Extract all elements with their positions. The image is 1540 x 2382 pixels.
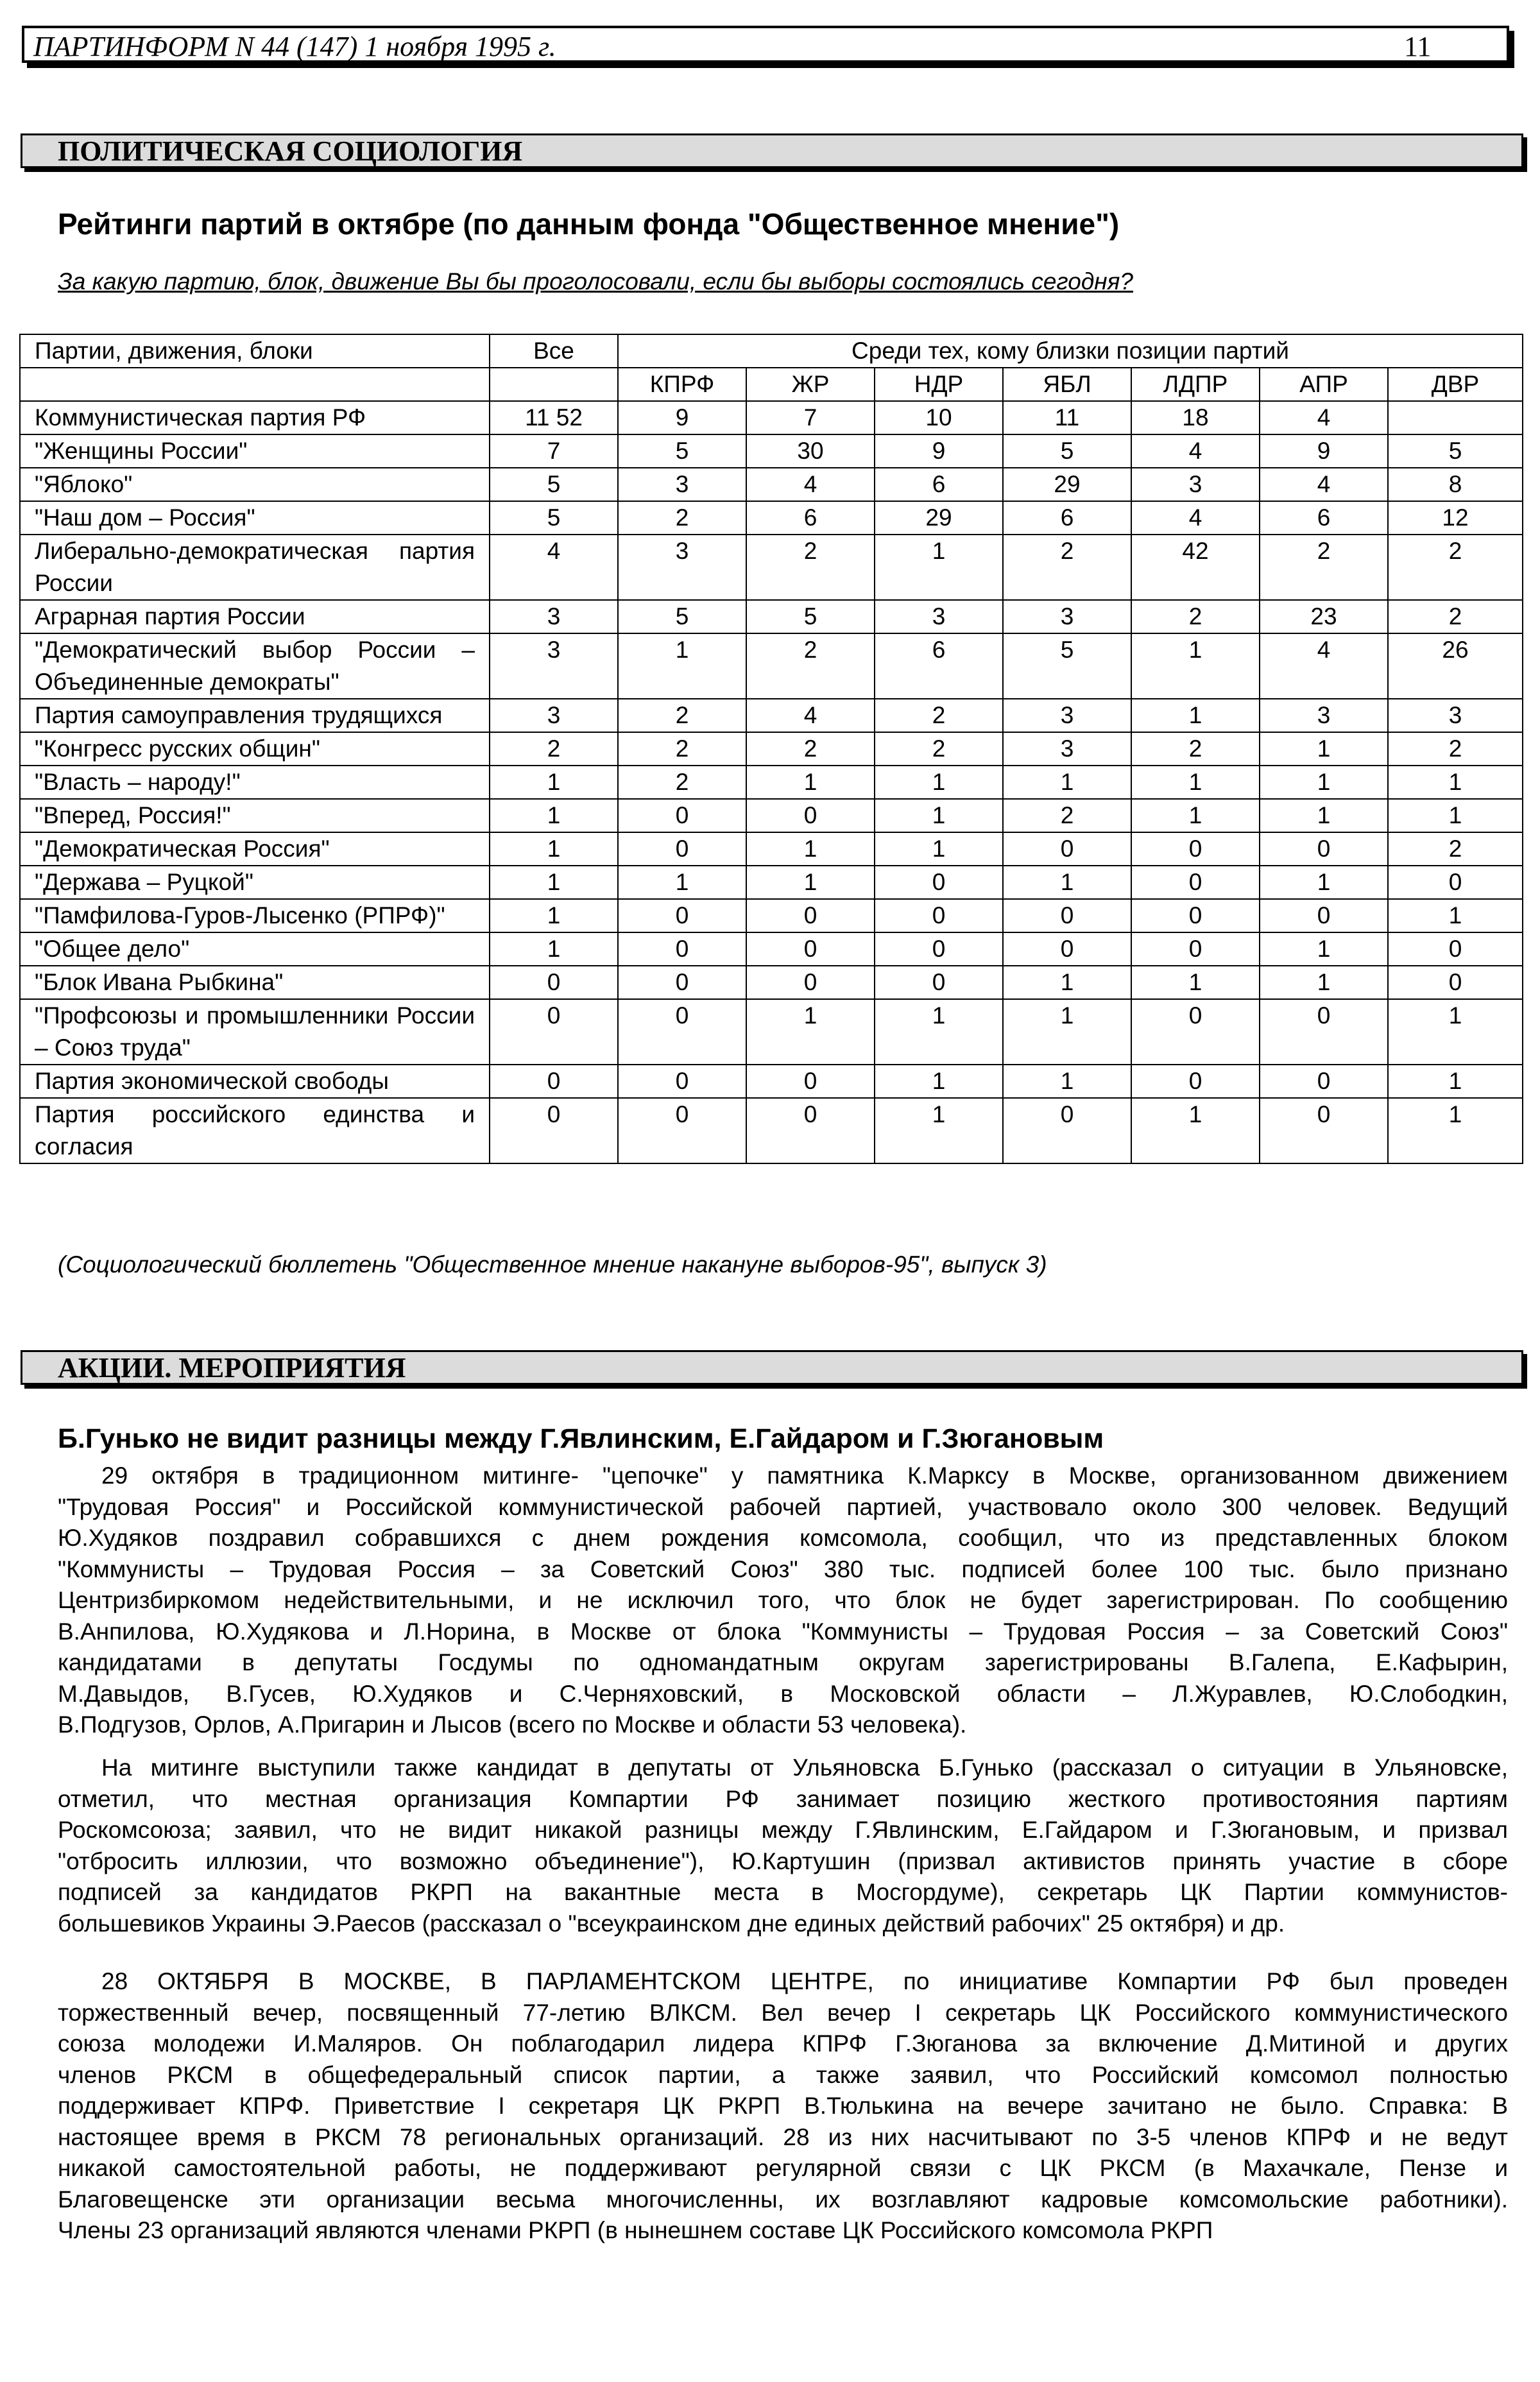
value-cell: 5: [1003, 633, 1131, 699]
value-cell: 0: [746, 932, 875, 966]
value-cell: 0: [1131, 932, 1260, 966]
value-all: 0: [490, 999, 618, 1065]
value-cell: 3: [618, 468, 746, 501]
party-name: [20, 866, 490, 899]
value-cell: 1: [746, 866, 875, 899]
value-cell: 5: [618, 600, 746, 633]
article-line: никакой самостоятельной работы, не поддерживают регулярной связи с ЦК РКСМ (в Махачкале, Пензе и: [58, 2155, 1508, 2181]
value-all: 1: [490, 932, 618, 966]
value-cell: 2: [1131, 600, 1260, 633]
value-cell: 0: [746, 899, 875, 932]
value-cell: 2: [1388, 600, 1523, 633]
value-all: 5: [490, 468, 618, 501]
article-line: 29 октября в традиционном митинге- "цепочке" у памятника К.Марксу в Москве, организованном движением: [101, 1462, 1508, 1489]
table-row: [20, 899, 1523, 932]
value-all: 5: [490, 501, 618, 535]
party-name-line: – Объединенные демократы": [35, 637, 475, 695]
value-cell: 2: [1388, 832, 1523, 866]
party-name: [20, 434, 490, 468]
value-all: 1: [490, 799, 618, 832]
article-line: настоящее время в РКСМ 78 региональных организаций. 28 из них насчитывают по 3-5 членов КПРФ и не ведут: [58, 2123, 1508, 2150]
value-cell: 9: [875, 434, 1003, 468]
party-name-line: "Наш дом – Россия": [35, 504, 255, 531]
value-cell: 8: [1388, 468, 1523, 501]
value-cell: 0: [618, 999, 746, 1065]
article-line: подписей за кандидатов РКРП на вакантные места в Мосгордуме), секретарь ЦК Партии коммунистов-: [58, 1879, 1508, 1905]
col-header-party-code: ЖР: [746, 368, 875, 401]
party-name-line: России – Союз труда": [35, 1002, 475, 1061]
col-header-party-code: ДВР: [1388, 368, 1523, 401]
article-line: "Трудовая Россия" и Российской коммунистической рабочей партией, участвовало около 300 человек. Ведущий: [58, 1493, 1508, 1520]
value-cell: 2: [1003, 535, 1131, 600]
value-cell: 4: [1260, 468, 1388, 501]
value-cell: 2: [746, 535, 875, 600]
article-line: В.Подгузов, Орлов, А.Пригарин и Лысов (всего по Москве и области 53 человека).: [58, 1711, 967, 1738]
table-row: [20, 999, 1523, 1065]
party-name: [20, 633, 490, 699]
value-cell: 0: [1131, 999, 1260, 1065]
value-cell: 6: [746, 501, 875, 535]
party-name-line: "Профсоюзы и промышленники: [35, 1002, 389, 1029]
value-cell: 1: [1003, 999, 1131, 1065]
party-name-line: "Яблоко": [35, 471, 133, 497]
article-line: кандидатами в депутаты Госдумы по одномандатным округам зарегистрированы В.Галепа, Е.Кафырин,: [58, 1649, 1508, 1675]
col-header-party: Партии, движения, блоки: [20, 334, 490, 368]
value-all: 11 52: [490, 401, 618, 434]
value-cell: 2: [875, 732, 1003, 766]
party-name-line: Партия экономической свободы: [35, 1068, 389, 1094]
article-line: членов РКСМ в общефедеральный список партии, а также заявил, что Российский комсомол полностью: [58, 2061, 1508, 2088]
value-cell: 1: [1131, 799, 1260, 832]
value-all: 4: [490, 535, 618, 600]
value-cell: 42: [1131, 535, 1260, 600]
value-cell: 1: [875, 535, 1003, 600]
value-cell: 0: [618, 1098, 746, 1163]
value-cell: 1: [1260, 866, 1388, 899]
value-cell: 0: [1003, 832, 1131, 866]
value-cell: 9: [1260, 434, 1388, 468]
value-cell: 2: [618, 766, 746, 799]
party-name: [20, 799, 490, 832]
table-row: [20, 401, 1523, 434]
article-headline: Б.Гунько не видит разницы между Г.Явлинским, Е.Гайдаром и Г.Зюгановым: [58, 1423, 1104, 1454]
col-header-all: Все: [490, 334, 618, 368]
value-cell: 5: [618, 434, 746, 468]
value-cell: 6: [875, 468, 1003, 501]
value-cell: 9: [618, 401, 746, 434]
table-row: [20, 866, 1523, 899]
table-row: [20, 766, 1523, 799]
value-cell: 0: [1260, 832, 1388, 866]
article-line: поддерживает КПРФ. Приветствие I секретаря ЦК РКРП В.Тюлькина на вечере зачитано не было. Справка: В: [58, 2093, 1508, 2119]
value-cell: 1: [1260, 799, 1388, 832]
value-all: 0: [490, 1065, 618, 1098]
value-cell: 2: [1388, 732, 1523, 766]
col-header-party-code: КПРФ: [618, 368, 746, 401]
value-cell: 0: [1003, 1098, 1131, 1163]
value-cell: 1: [1003, 966, 1131, 999]
table-row: [20, 1098, 1523, 1163]
section-heading-actions: АКЦИИ. МЕРОПРИЯТИЯ: [21, 1350, 1523, 1385]
value-cell: 1: [1003, 1065, 1131, 1098]
value-cell: 0: [1131, 899, 1260, 932]
party-name-line: "Памфилова-Гуров-Лысенко: [35, 902, 348, 929]
article-line: Благовещенске эти организации весьма многочисленны, их возглавляют кадровые комсомольские работники).: [58, 2186, 1508, 2213]
value-cell: 1: [746, 999, 875, 1065]
value-cell: 5: [1388, 434, 1523, 468]
value-cell: 1: [1131, 766, 1260, 799]
value-cell: 2: [746, 633, 875, 699]
col-header-party-code: АПР: [1260, 368, 1388, 401]
value-cell: 1: [1388, 799, 1523, 832]
value-cell: 0: [746, 1065, 875, 1098]
value-cell: 0: [618, 966, 746, 999]
article-line: торжественный вечер, посвященный 77-летию ВЛКСМ. Вел вечер I секретарь ЦК Российского коммунистического: [58, 1999, 1508, 2026]
value-cell: 0: [618, 932, 746, 966]
value-cell: 0: [1131, 866, 1260, 899]
value-cell: 1: [1260, 766, 1388, 799]
value-cell: 0: [1131, 832, 1260, 866]
party-name-line: "Конгресс русских общин": [35, 735, 320, 762]
table-row: [20, 501, 1523, 535]
value-all: 1: [490, 899, 618, 932]
value-cell: 29: [875, 501, 1003, 535]
article-line: "Коммунисты – Трудовая Россия – за Советский Союз" 380 тыс. подписей более 100 тыс. было признано: [58, 1555, 1508, 1582]
value-cell: 1: [875, 1065, 1003, 1098]
value-cell: 2: [1131, 732, 1260, 766]
value-all: 7: [490, 434, 618, 468]
value-cell: 30: [746, 434, 875, 468]
value-cell: 4: [1260, 401, 1388, 434]
party-name: [20, 1098, 490, 1163]
value-cell: 6: [1260, 501, 1388, 535]
col-header-group: Среди тех, кому близки позиции партий: [618, 334, 1523, 368]
value-cell: 1: [1260, 966, 1388, 999]
value-cell: 4: [1260, 633, 1388, 699]
value-cell: 2: [1003, 799, 1131, 832]
value-cell: 1: [875, 999, 1003, 1065]
value-cell: 0: [1003, 899, 1131, 932]
value-cell: 1: [618, 633, 746, 699]
value-cell: 1: [1388, 766, 1523, 799]
page-number: 11: [1404, 31, 1432, 62]
party-name: [20, 932, 490, 966]
value-cell: 0: [1388, 966, 1523, 999]
value-cell: 0: [1260, 999, 1388, 1065]
value-cell: 1: [875, 1098, 1003, 1163]
value-cell: 0: [875, 932, 1003, 966]
value-cell: 0: [1003, 932, 1131, 966]
value-cell: 6: [875, 633, 1003, 699]
party-name: [20, 468, 490, 501]
article-line: Роскомсоюза; заявил, что не видит никакой разницы между Г.Явлинским, Е.Гайдаром и Г.Зюгановым, и призвал: [58, 1817, 1508, 1843]
value-cell: 2: [875, 699, 1003, 732]
article-line: Центризбиркомом недействительными, и не исключил того, что блок не будет зарегистрирован. По сообщению: [58, 1587, 1508, 1613]
party-name-line: Партия самоуправления: [35, 702, 305, 728]
value-cell: 0: [1260, 1065, 1388, 1098]
article-line: На митинге выступили также кандидат в депутаты от Ульяновска Б.Гунько (рассказал о ситуации в Ульяновске,: [101, 1754, 1508, 1781]
table-row: [20, 699, 1523, 732]
value-cell: 2: [746, 732, 875, 766]
value-cell: 2: [618, 699, 746, 732]
ratings-table: [19, 334, 1523, 1164]
value-cell: 0: [618, 899, 746, 932]
value-cell: 4: [746, 699, 875, 732]
value-cell: 1: [1388, 999, 1523, 1065]
article-line: 28 ОКТЯБРЯ В МОСКВЕ, В ПАРЛАМЕНТСКОМ ЦЕНТРЕ, по инициативе Компартии РФ был проведен: [101, 1968, 1508, 1994]
party-name-line: (РПРФ)": [354, 902, 445, 929]
article-line: союза молодежи И.Маляров. Он поблагодарил лидера КПРФ Г.Зюганова за включение Д.Митиной и других: [58, 2030, 1508, 2057]
value-cell: 23: [1260, 600, 1388, 633]
article-paragraph-1: [58, 1461, 1508, 1741]
value-cell: [1388, 401, 1523, 434]
value-cell: 0: [875, 866, 1003, 899]
party-name-line: "Вперед, Россия!": [35, 802, 231, 828]
value-cell: 3: [1131, 468, 1260, 501]
col-header-empty: [20, 368, 490, 401]
value-cell: 3: [618, 535, 746, 600]
article-line: Члены 23 организаций являются членами РКРП (в нынешнем составе ЦК Российского комсомола РКРП: [58, 2217, 1213, 2243]
article-line: В.Анпилова, Ю.Худякова и Л.Норина, в Москве от блока "Коммунисты – Трудовая Россия – за Советский Союз": [58, 1618, 1508, 1645]
value-cell: 4: [1131, 434, 1260, 468]
value-cell: 0: [618, 799, 746, 832]
party-name-line: "Женщины России": [35, 438, 248, 464]
value-cell: 2: [618, 732, 746, 766]
value-cell: 11: [1003, 401, 1131, 434]
party-name: [20, 600, 490, 633]
value-cell: 0: [618, 1065, 746, 1098]
value-cell: 0: [746, 966, 875, 999]
value-cell: 6: [1003, 501, 1131, 535]
article-line: отметил, что местная организация Компартии РФ занимает позицию жесткого противостояния партиям: [58, 1785, 1508, 1812]
table-source-note: (Социологический бюллетень "Общественное мнение накануне выборов-95", выпуск 3): [58, 1251, 1047, 1278]
table-row: [20, 966, 1523, 999]
party-name: [20, 1065, 490, 1098]
value-cell: 7: [746, 401, 875, 434]
party-name-line: "Власть – народу!": [35, 769, 241, 795]
value-all: 1: [490, 832, 618, 866]
party-name-line: трудящихся: [311, 702, 443, 728]
value-cell: 1: [746, 832, 875, 866]
table-subheader-row: [20, 368, 1523, 401]
party-name: [20, 899, 490, 932]
table-row: [20, 633, 1523, 699]
table-row: [20, 468, 1523, 501]
article-paragraph-2: [58, 1752, 1508, 1939]
value-cell: 0: [1131, 1065, 1260, 1098]
party-name-line: Партия российского единства и: [35, 1101, 475, 1127]
party-name-line: "Держава – Руцкой": [35, 869, 253, 895]
value-cell: 0: [1388, 866, 1523, 899]
value-all: 3: [490, 600, 618, 633]
page-header: [22, 26, 1509, 63]
value-cell: 3: [1260, 699, 1388, 732]
value-cell: 2: [1388, 535, 1523, 600]
party-name: [20, 501, 490, 535]
section-heading-sociology: ПОЛИТИЧЕСКАЯ СОЦИОЛОГИЯ: [21, 133, 1523, 168]
party-name: [20, 766, 490, 799]
value-cell: 0: [1260, 1098, 1388, 1163]
table-row: [20, 932, 1523, 966]
col-header-party-code: НДР: [875, 368, 1003, 401]
party-name: [20, 999, 490, 1065]
value-cell: 1: [1260, 932, 1388, 966]
value-cell: 0: [746, 799, 875, 832]
value-cell: 1: [1388, 1065, 1523, 1098]
value-cell: 2: [1260, 535, 1388, 600]
value-cell: 1: [746, 766, 875, 799]
table-row: [20, 434, 1523, 468]
value-cell: 1: [1003, 866, 1131, 899]
value-cell: 18: [1131, 401, 1260, 434]
table-header-row: [20, 334, 1523, 368]
value-cell: 0: [875, 966, 1003, 999]
value-cell: 0: [618, 832, 746, 866]
value-cell: 3: [1003, 732, 1131, 766]
value-cell: 3: [1003, 600, 1131, 633]
party-name: [20, 832, 490, 866]
article-paragraph-3: [58, 1966, 1508, 2247]
value-cell: 5: [1003, 434, 1131, 468]
table-row: [20, 600, 1523, 633]
party-name-line: "Демократическая Россия": [35, 835, 330, 862]
article-line: М.Давыдов, В.Гусев, Ю.Худяков и С.Черняховский, в Московской области – Л.Журавлев, Ю.Слободкин,: [58, 1680, 1508, 1707]
value-cell: 1: [1260, 732, 1388, 766]
header-issue: ПАРТИНФОРМ N 44 (147) 1 ноября 1995 г.: [33, 31, 556, 62]
party-name-line: согласия: [35, 1133, 133, 1160]
table-row: [20, 535, 1523, 600]
party-name: [20, 699, 490, 732]
value-all: 1: [490, 866, 618, 899]
value-cell: 1: [875, 766, 1003, 799]
party-name: [20, 732, 490, 766]
value-cell: 4: [1131, 501, 1260, 535]
value-cell: 3: [1003, 699, 1131, 732]
value-all: 3: [490, 699, 618, 732]
value-cell: 2: [618, 501, 746, 535]
value-cell: 1: [1131, 1098, 1260, 1163]
value-all: 0: [490, 1098, 618, 1163]
value-cell: 12: [1388, 501, 1523, 535]
value-cell: 1: [1131, 633, 1260, 699]
party-name-line: "Общее дело": [35, 936, 190, 962]
value-cell: 1: [875, 799, 1003, 832]
value-all: 1: [490, 766, 618, 799]
value-cell: 3: [1388, 699, 1523, 732]
value-cell: 0: [1260, 899, 1388, 932]
table-row: [20, 832, 1523, 866]
party-name-line: партия России: [35, 538, 475, 596]
party-name: [20, 535, 490, 600]
value-cell: 1: [1131, 699, 1260, 732]
party-name: [20, 966, 490, 999]
party-name-line: "Блок Ивана Рыбкина": [35, 969, 284, 995]
col-header-empty: [490, 368, 618, 401]
party-name: [20, 401, 490, 434]
value-cell: 1: [875, 832, 1003, 866]
article-line: "отбросить иллюзии, что возможно объединение"), Ю.Картушин (призвал активистов принять участие в сборе: [58, 1847, 1508, 1874]
value-cell: 1: [1388, 1098, 1523, 1163]
value-all: 2: [490, 732, 618, 766]
value-cell: 0: [875, 899, 1003, 932]
value-all: 0: [490, 966, 618, 999]
article-line: большевиков Украины Э.Раесов (рассказал о "всеукраинском дне единых действий рабочих" 25 октября) и др.: [58, 1910, 1285, 1937]
value-cell: 10: [875, 401, 1003, 434]
value-cell: 0: [746, 1098, 875, 1163]
value-cell: 3: [875, 600, 1003, 633]
value-cell: 1: [618, 866, 746, 899]
table-row: [20, 732, 1523, 766]
ratings-title: Рейтинги партий в октябре (по данным фонда "Общественное мнение"): [58, 207, 1120, 241]
value-cell: 1: [1003, 766, 1131, 799]
article-line: Ю.Худяков поздравил собравшихся с днем рождения комсомола, сообщил, что из представленных блоком: [58, 1525, 1508, 1551]
value-cell: 29: [1003, 468, 1131, 501]
party-name-line: "Демократический выбор России: [35, 637, 436, 663]
value-cell: 4: [746, 468, 875, 501]
survey-question: За какую партию, блок, движение Вы бы проголосовали, если бы выборы состоялись сегодня?: [58, 268, 1133, 295]
col-header-party-code: ЯБЛ: [1003, 368, 1131, 401]
col-header-party-code: ЛДПР: [1131, 368, 1260, 401]
party-name-line: Коммунистическая партия РФ: [35, 404, 366, 431]
value-all: 3: [490, 633, 618, 699]
value-cell: 26: [1388, 633, 1523, 699]
value-cell: 0: [1388, 932, 1523, 966]
value-cell: 5: [746, 600, 875, 633]
party-name-line: Либерально-демократическая: [35, 538, 368, 564]
table-row: [20, 1065, 1523, 1098]
value-cell: 1: [1131, 966, 1260, 999]
party-name-line: Аграрная партия России: [35, 603, 305, 630]
table-row: [20, 799, 1523, 832]
value-cell: 1: [1388, 899, 1523, 932]
